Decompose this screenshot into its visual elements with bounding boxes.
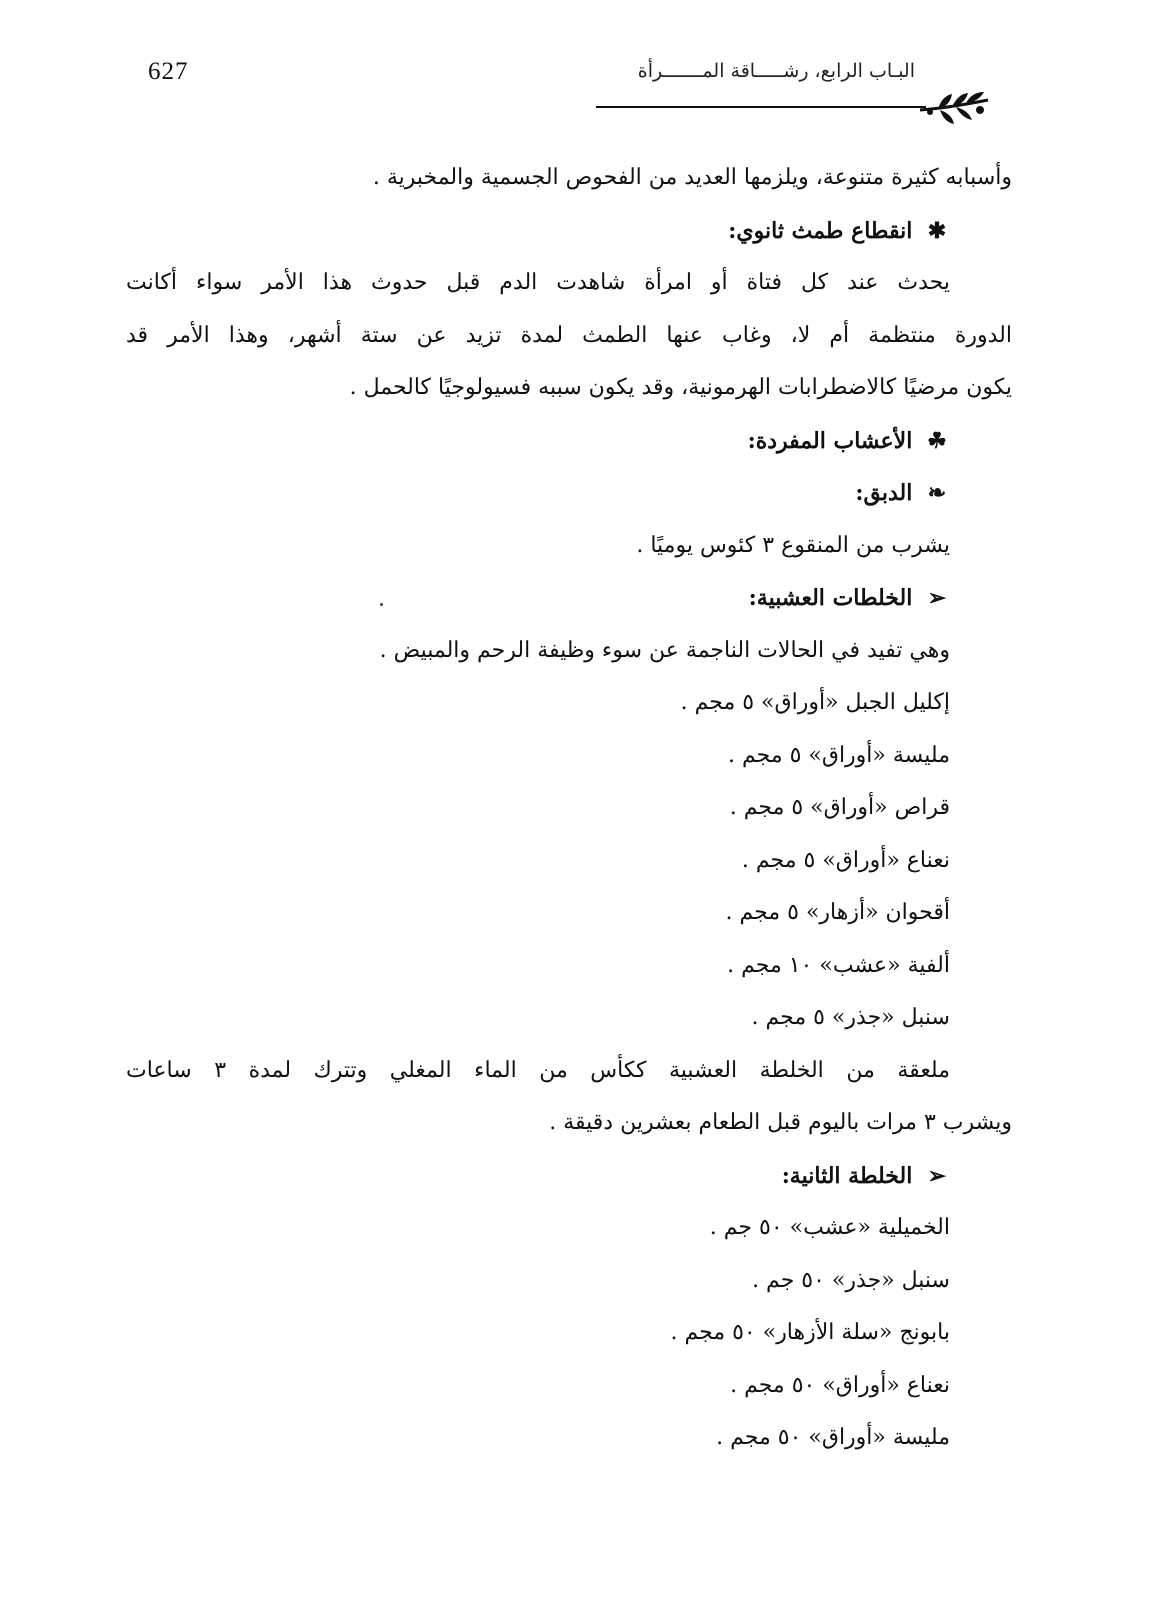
bullet-symbol-icon: ➢: [927, 1162, 947, 1189]
list-item: مليسة «أوراق» ٥٠ مجم .: [716, 1425, 950, 1450]
bullet-symbol-icon: ☘: [927, 427, 947, 454]
paragraph-line: وأسبابه كثيرة متنوعة، ويلزمها العديد من الفحوص الجسمية والمخبرية .: [372, 165, 1012, 190]
heading-text: الخلطة الثانية:: [781, 1162, 913, 1189]
list-item: إكليل الجبل «أوراق» ٥ مجم .: [680, 690, 950, 715]
list-item: وهي تفيد في الحالات الناجمة عن سوء وظيفة الرحم والمبيض .: [379, 637, 950, 663]
list-item: ألفية «عشب» ١٠ مجم .: [727, 952, 950, 978]
list-item: أقحوان «أزهار» ٥ مجم .: [725, 900, 950, 925]
list-item: بابونج «سلة الأزهار» ٥٠ مجم .: [670, 1320, 950, 1345]
section-heading: [126, 467, 1012, 520]
leaf-branch-icon: [918, 90, 990, 132]
section-heading: [126, 572, 1012, 625]
heading-text: الأعشاب المفردة:: [747, 427, 913, 454]
bullet-symbol-icon: ➢: [927, 585, 947, 611]
list-item: سنبل «جذر» ٥٠ جم .: [752, 1267, 950, 1293]
header-rule: [596, 106, 926, 108]
heading-text: الدبق:: [855, 480, 913, 506]
list-item: قراص «أوراق» ٥ مجم .: [729, 795, 950, 820]
list-item: مليسة «أوراق» ٥ مجم .: [727, 742, 950, 768]
section-heading: [126, 1150, 1012, 1203]
paragraph-line: ويشرب ٣ مرات باليوم قبل الطعام بعشرين دقيقة .: [549, 1110, 1012, 1135]
paragraph-line: يكون مرضيًا كالاضطرابات الهرمونية، وقد يكون سببه فسيولوجيًا كالحمل .: [349, 375, 1012, 400]
list-item: نعناع «أوراق» ٥٠ مجم .: [730, 1372, 950, 1398]
body-text: [126, 152, 1012, 1465]
bullet-symbol-icon: ✱: [927, 217, 947, 244]
page-number: 627: [148, 58, 189, 85]
heading-text: الخلطات العشبية:: [748, 585, 913, 611]
list-item: يشرب من المنقوع ٣ كئوس يوميًا .: [636, 532, 950, 558]
heading-text: انقطاع طمث ثانوي:: [728, 217, 913, 244]
bullet-symbol-icon: ❧: [927, 480, 947, 506]
list-item: الخميلية «عشب» ٥٠ جم .: [709, 1215, 950, 1240]
section-heading: [126, 415, 1012, 468]
running-title: البـاب الرابع، رشـــــاقة المـــــــرأة: [637, 60, 915, 82]
paragraph-line: الدورة منتظمة أم لا، وغاب عنها الطمث لمدة تزيد عن ستة أشهر، وهذا الأمر قد: [126, 322, 1012, 348]
paragraph-first-line: يحدث عند كل فتاة أو امرأة شاهدت الدم قبل حدوث هذا الأمر سواء أكانت: [126, 270, 950, 295]
paragraph-first-line: ملعقة من الخلطة العشبية ككأس من الماء المغلي وتترك لمدة ٣ ساعات: [126, 1057, 950, 1083]
list-item: نعناع «أوراق» ٥ مجم .: [741, 847, 950, 873]
list-item: سنبل «جذر» ٥ مجم .: [751, 1005, 950, 1030]
section-heading: [126, 205, 1012, 258]
